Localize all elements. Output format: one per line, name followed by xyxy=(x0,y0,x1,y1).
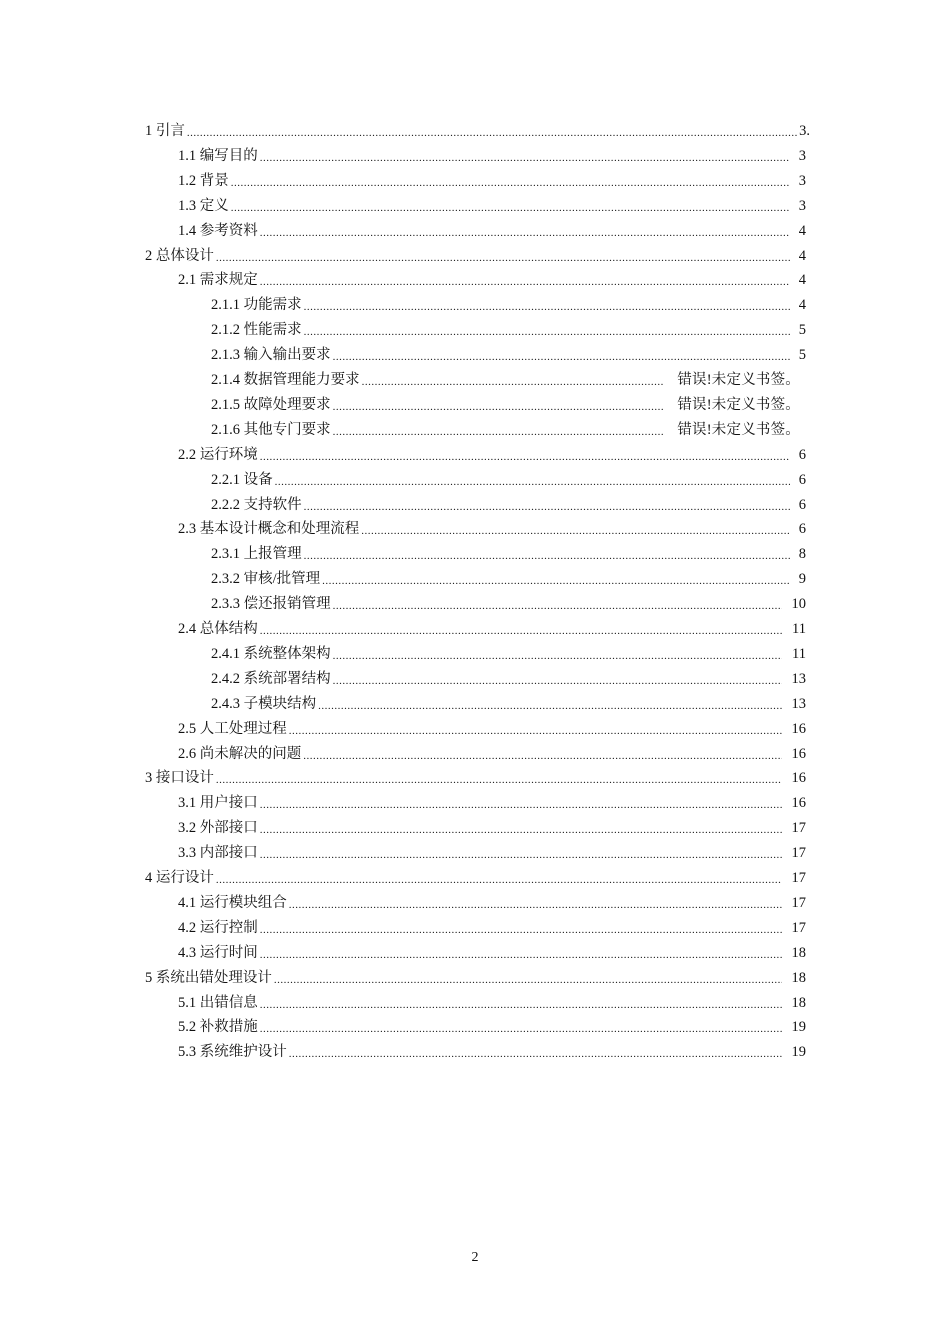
toc-entry-page: 错误!未定义书签。 xyxy=(677,396,800,413)
toc-entry-label: 2.3.1 上报管理 xyxy=(211,546,302,563)
toc-entry-label: 3.3 内部接口 xyxy=(178,845,258,862)
toc-entry-page: 错误!未定义书签。 xyxy=(677,372,800,388)
toc-entry-page: 10 xyxy=(791,596,806,613)
toc-entry-label: 2.3.3 偿还报销管理 xyxy=(211,596,331,613)
dot-leader xyxy=(333,599,782,613)
toc-entry-page: 17 xyxy=(791,894,806,911)
toc-entry-page: 3 xyxy=(798,197,806,214)
toc-entry-page: 3 xyxy=(798,172,806,189)
toc-entry[interactable] xyxy=(178,616,806,638)
toc-entry-label: 2.2 运行环境 xyxy=(178,446,258,463)
dot-leader xyxy=(260,798,782,812)
toc-entry[interactable] xyxy=(178,1039,806,1061)
toc-entry-label: 3 接口设计 xyxy=(145,770,214,787)
dot-leader xyxy=(216,251,790,265)
dot-leader xyxy=(260,275,790,289)
toc-entry[interactable] xyxy=(178,890,806,912)
toc-entry-label: 2.5 人工处理过程 xyxy=(178,720,287,737)
toc-entry-page: 4 xyxy=(798,272,806,289)
toc-entry[interactable] xyxy=(211,541,806,563)
toc-entry-label: 2.3.2 审核/批管理 xyxy=(211,571,321,588)
toc-entry[interactable] xyxy=(178,218,806,240)
toc-entry-page: 18 xyxy=(791,944,806,961)
toc-entry[interactable] xyxy=(178,143,806,165)
toc-entry-label: 3.1 用户接口 xyxy=(178,795,258,812)
toc-entry[interactable] xyxy=(145,865,806,887)
toc-entry[interactable] xyxy=(145,118,810,140)
toc-entry-label: 5.3 系统维护设计 xyxy=(178,1044,287,1061)
toc-entry-label: 1.2 背景 xyxy=(178,172,229,189)
dot-leader xyxy=(333,425,663,439)
dot-leader xyxy=(333,649,782,663)
toc-entry-label: 2.1.6 其他专门要求 xyxy=(211,421,331,438)
toc-entry[interactable] xyxy=(178,267,806,289)
toc-entry-label: 2.4 总体结构 xyxy=(178,621,258,637)
dot-leader xyxy=(303,749,782,763)
dot-leader xyxy=(362,375,663,389)
toc-entry-label: 1 引言 xyxy=(145,123,185,139)
toc-entry-page: 16 xyxy=(791,770,806,787)
toc-entry-page: 16 xyxy=(791,720,806,737)
toc-entry-page: 错误!未定义书签。 xyxy=(677,421,800,438)
toc-entry-label: 5.2 补救措施 xyxy=(178,1019,258,1036)
toc-entry[interactable] xyxy=(211,292,806,314)
toc-entry[interactable] xyxy=(178,716,806,738)
toc-entry[interactable] xyxy=(211,666,806,688)
dot-leader xyxy=(289,1047,782,1061)
dot-leader xyxy=(187,126,797,140)
dot-leader xyxy=(304,300,790,314)
toc-entry[interactable] xyxy=(211,591,806,613)
dot-leader xyxy=(260,151,790,165)
toc-entry-page: 5 xyxy=(798,322,806,339)
toc-entry-page: 17 xyxy=(791,845,806,862)
toc-entry-label: 2.4.2 系统部署结构 xyxy=(211,670,331,687)
toc-entry[interactable] xyxy=(211,566,806,588)
dot-leader xyxy=(274,973,782,987)
toc-entry-page: 6 xyxy=(798,446,806,463)
toc-entry-page: 17 xyxy=(791,919,806,936)
dot-leader xyxy=(260,624,782,638)
toc-entry-page: 4 xyxy=(798,222,806,239)
toc-entry-label: 4.3 运行时间 xyxy=(178,944,258,961)
toc-entry[interactable] xyxy=(211,492,806,514)
dot-leader xyxy=(260,998,782,1012)
toc-entry-label: 2.4.3 子模块结构 xyxy=(211,695,317,712)
toc-entry-label: 2.1.3 输入输出要求 xyxy=(211,347,331,364)
toc-entry-label: 1.1 编写目的 xyxy=(178,147,258,164)
toc-entry-label: 2.1.4 数据管理能力要求 xyxy=(211,372,360,388)
toc-entry[interactable] xyxy=(211,467,806,489)
dot-leader xyxy=(322,574,790,588)
toc-entry-page: 13 xyxy=(791,695,806,712)
page-number: 2 xyxy=(471,1250,479,1265)
toc-entry-label: 1.4 参考资料 xyxy=(178,222,258,239)
toc-entry[interactable] xyxy=(178,940,806,962)
toc-entry-label: 2.2.1 设备 xyxy=(211,471,273,488)
dot-leader xyxy=(333,674,782,688)
toc-entry-page: 17 xyxy=(791,870,806,886)
toc-entry-page: 6 xyxy=(798,521,806,538)
toc-entry-page: 16 xyxy=(791,795,806,812)
toc-entry-page: 11 xyxy=(792,645,806,662)
toc-entry-label: 5 系统出错处理设计 xyxy=(145,969,272,986)
toc-entry-page: 16 xyxy=(791,745,806,762)
dot-leader xyxy=(216,773,782,787)
toc-entry-page: 11 xyxy=(792,621,806,637)
toc-entry-page: 19 xyxy=(791,1019,806,1036)
toc-entry[interactable] xyxy=(211,342,806,364)
toc-entry[interactable] xyxy=(178,516,806,538)
toc-entry-page: 4 xyxy=(798,247,806,264)
toc-entry-page: 3. xyxy=(799,123,810,139)
dot-leader xyxy=(289,898,782,912)
toc-entry-label: 5.1 出错信息 xyxy=(178,994,258,1011)
toc-entry[interactable] xyxy=(178,442,806,464)
dot-leader xyxy=(260,226,790,240)
toc-entry-label: 2.3 基本设计概念和处理流程 xyxy=(178,521,360,538)
toc-entry-label: 2.2.2 支持软件 xyxy=(211,496,302,513)
toc-entry[interactable] xyxy=(211,417,800,439)
toc-entry[interactable] xyxy=(145,965,806,987)
toc-entry[interactable] xyxy=(211,367,800,389)
toc-entry-label: 3.2 外部接口 xyxy=(178,820,258,837)
toc-entry-page: 18 xyxy=(791,994,806,1011)
toc-entry-label: 2.1.1 功能需求 xyxy=(211,297,302,314)
dot-leader xyxy=(260,1022,782,1036)
toc-entry[interactable] xyxy=(178,815,806,837)
toc-entry-label: 2.1.5 故障处理要求 xyxy=(211,396,331,413)
toc-entry[interactable] xyxy=(178,168,806,190)
toc-entry-page: 9 xyxy=(798,571,806,588)
dot-leader xyxy=(260,923,782,937)
dot-leader xyxy=(361,524,790,538)
toc-entry-label: 1.3 定义 xyxy=(178,197,229,214)
toc-entry[interactable] xyxy=(178,840,806,862)
toc-entry[interactable] xyxy=(145,765,806,787)
toc-entry-label: 2 总体设计 xyxy=(145,247,214,264)
toc-entry[interactable] xyxy=(178,990,806,1012)
toc-entry[interactable] xyxy=(211,317,806,339)
dot-leader xyxy=(333,350,790,364)
dot-leader xyxy=(333,400,663,414)
toc-entry[interactable] xyxy=(211,691,806,713)
dot-leader xyxy=(260,823,782,837)
toc-entry-page: 17 xyxy=(791,820,806,837)
dot-leader xyxy=(304,549,790,563)
dot-leader xyxy=(304,325,790,339)
toc-entry-page: 5 xyxy=(798,347,806,364)
dot-leader xyxy=(260,948,782,962)
toc-entry[interactable] xyxy=(178,741,806,763)
dot-leader xyxy=(260,848,782,862)
toc-entry-page: 19 xyxy=(791,1044,806,1061)
toc-entry-label: 4.2 运行控制 xyxy=(178,919,258,936)
toc-entry[interactable] xyxy=(178,790,806,812)
toc-entry-page: 13 xyxy=(791,670,806,687)
dot-leader xyxy=(289,724,782,738)
toc-entry-page: 3 xyxy=(798,147,806,164)
toc-entry-label: 4 运行设计 xyxy=(145,870,214,886)
dot-leader xyxy=(231,201,790,215)
toc-entry-label: 2.6 尚未解决的问题 xyxy=(178,745,302,762)
dot-leader xyxy=(304,500,790,514)
dot-leader xyxy=(260,450,790,464)
toc-entry[interactable] xyxy=(211,392,800,414)
dot-leader xyxy=(318,699,782,713)
toc-entry[interactable] xyxy=(211,641,806,663)
dot-leader xyxy=(275,475,790,489)
toc-entry[interactable] xyxy=(178,915,806,937)
toc-entry-page: 6 xyxy=(798,471,806,488)
toc-entry-page: 8 xyxy=(798,546,806,563)
dot-leader xyxy=(231,176,790,190)
toc-entry-label: 4.1 运行模块组合 xyxy=(178,894,287,911)
toc-entry-label: 2.1 需求规定 xyxy=(178,272,258,289)
toc-entry-label: 2.1.2 性能需求 xyxy=(211,322,302,339)
dot-leader xyxy=(216,873,782,887)
toc-entry-label: 2.4.1 系统整体架构 xyxy=(211,645,331,662)
toc-entry[interactable] xyxy=(178,193,806,215)
toc-entry-page: 6 xyxy=(798,496,806,513)
toc-entry[interactable] xyxy=(145,243,806,265)
toc-entry-page: 18 xyxy=(791,969,806,986)
toc-entry[interactable] xyxy=(178,1014,806,1036)
toc-entry-page: 4 xyxy=(798,297,806,314)
